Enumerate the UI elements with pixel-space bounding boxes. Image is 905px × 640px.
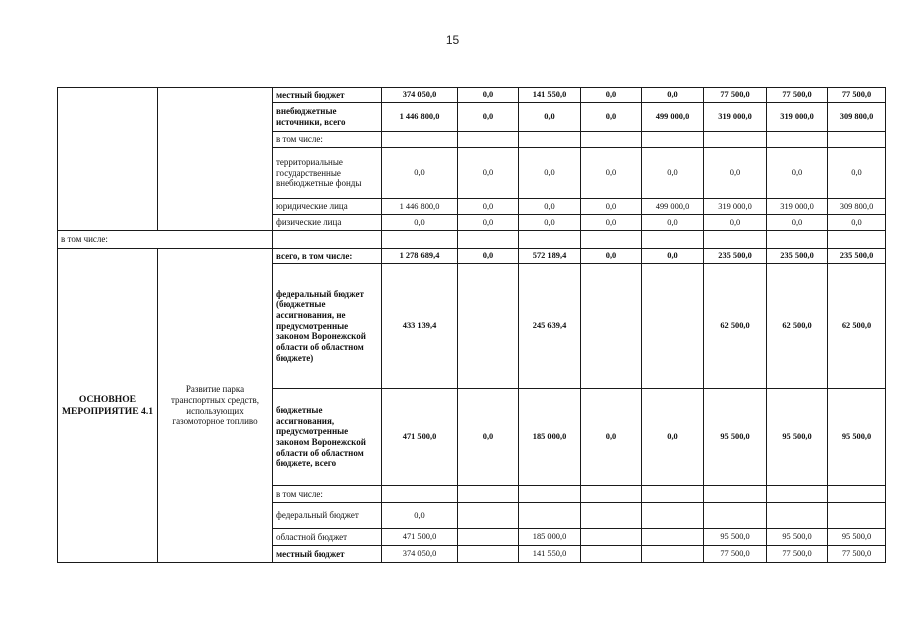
section-label: в том числе:	[58, 231, 273, 249]
value-cell	[704, 132, 767, 148]
value-cell: 0,0	[581, 389, 642, 486]
value-cell	[767, 486, 828, 503]
row-label: в том числе:	[273, 486, 382, 503]
value-cell: 374 050,0	[382, 546, 458, 563]
value-cell	[458, 503, 519, 529]
row-label: местный бюджет	[273, 88, 382, 103]
value-cell	[581, 529, 642, 546]
value-cell: 141 550,0	[519, 88, 581, 103]
value-cell: 185 000,0	[519, 529, 581, 546]
value-cell	[767, 132, 828, 148]
value-cell	[642, 264, 704, 389]
value-cell: 0,0	[642, 249, 704, 264]
value-cell: 235 500,0	[828, 249, 886, 264]
value-cell: 0,0	[581, 249, 642, 264]
value-cell	[519, 486, 581, 503]
value-cell: 0,0	[382, 148, 458, 199]
row-label: в том числе:	[273, 132, 382, 148]
value-cell: 245 639,4	[519, 264, 581, 389]
value-cell: 0,0	[458, 215, 519, 231]
value-cell: 0,0	[642, 148, 704, 199]
value-cell: 62 500,0	[767, 264, 828, 389]
value-cell: 0,0	[642, 88, 704, 103]
row-label: всего, в том числе:	[273, 249, 382, 264]
value-cell: 0,0	[458, 148, 519, 199]
value-cell	[581, 503, 642, 529]
value-cell: 235 500,0	[704, 249, 767, 264]
top-rows	[58, 88, 886, 231]
value-cell	[458, 132, 519, 148]
value-cell	[581, 264, 642, 389]
value-cell	[382, 486, 458, 503]
value-cell	[458, 529, 519, 546]
value-cell: 0,0	[458, 103, 519, 132]
value-cell: 77 500,0	[704, 88, 767, 103]
table-row	[58, 88, 886, 103]
table-row	[58, 249, 886, 264]
value-cell: 77 500,0	[767, 88, 828, 103]
value-cell: 141 550,0	[519, 546, 581, 563]
value-cell: 0,0	[458, 389, 519, 486]
value-cell: 0,0	[704, 215, 767, 231]
value-cell: 0,0	[382, 503, 458, 529]
value-cell: 0,0	[642, 215, 704, 231]
measure-title: ОСНОВНОЕ МЕРОПРИЯТИЕ 4.1	[58, 249, 158, 563]
row-label: физические лица	[273, 215, 382, 231]
row-label: юридические лица	[273, 199, 382, 215]
value-cell: 1 446 800,0	[382, 199, 458, 215]
value-cell	[767, 503, 828, 529]
value-cell: 77 500,0	[828, 546, 886, 563]
row-label: федеральный бюджет	[273, 503, 382, 529]
value-cell: 0,0	[382, 215, 458, 231]
row-label: бюджетные ассигнования, предусмотренные законом Воронежской области об областном бюджете, всего	[273, 389, 382, 486]
value-cell: 0,0	[519, 148, 581, 199]
value-cell	[581, 132, 642, 148]
value-cell: 0,0	[581, 103, 642, 132]
row-label: внебюджетные источники, всего	[273, 103, 382, 132]
measure-description: Развитие парка транспортных средств, использующих газомоторное топливо	[158, 249, 273, 563]
value-cell: 0,0	[767, 215, 828, 231]
value-cell: 77 500,0	[828, 88, 886, 103]
page-number: 15	[445, 33, 460, 47]
value-cell: 77 500,0	[704, 546, 767, 563]
value-cell: 0,0	[458, 249, 519, 264]
value-cell	[642, 546, 704, 563]
empty-description-cell	[158, 88, 273, 231]
value-cell: 95 500,0	[767, 389, 828, 486]
value-cell: 0,0	[458, 88, 519, 103]
value-cell: 0,0	[581, 199, 642, 215]
value-cell	[519, 132, 581, 148]
value-cell: 319 000,0	[767, 199, 828, 215]
value-cell: 0,0	[581, 88, 642, 103]
value-cell: 319 000,0	[704, 103, 767, 132]
value-cell: 374 050,0	[382, 88, 458, 103]
value-cell: 0,0	[519, 215, 581, 231]
value-cell	[581, 546, 642, 563]
value-cell: 0,0	[828, 215, 886, 231]
value-cell	[642, 503, 704, 529]
row-label: федеральный бюджет (бюджетные ассигнования, не предусмотренные законом Воронежской области об областном бюджете)	[273, 264, 382, 389]
value-cell: 0,0	[828, 148, 886, 199]
value-cell	[458, 546, 519, 563]
value-cell: 0,0	[642, 389, 704, 486]
value-cell: 471 500,0	[382, 529, 458, 546]
value-cell: 95 500,0	[704, 529, 767, 546]
value-cell: 499 000,0	[642, 103, 704, 132]
value-cell	[581, 486, 642, 503]
value-cell: 319 000,0	[767, 103, 828, 132]
value-cell: 95 500,0	[704, 389, 767, 486]
value-cell: 62 500,0	[828, 264, 886, 389]
value-cell	[382, 132, 458, 148]
section-row	[58, 231, 886, 249]
value-cell: 0,0	[458, 199, 519, 215]
row-label: областной бюджет	[273, 529, 382, 546]
empty-title-cell	[58, 88, 158, 231]
value-cell: 1 278 689,4	[382, 249, 458, 264]
value-cell: 1 446 800,0	[382, 103, 458, 132]
value-cell: 0,0	[581, 215, 642, 231]
value-cell: 0,0	[519, 103, 581, 132]
value-cell	[642, 132, 704, 148]
value-cell	[458, 486, 519, 503]
value-cell	[704, 503, 767, 529]
value-cell: 62 500,0	[704, 264, 767, 389]
row-label: территориальные государственные внебюджетные фонды	[273, 148, 382, 199]
value-cell: 0,0	[704, 148, 767, 199]
value-cell	[828, 503, 886, 529]
value-cell	[642, 486, 704, 503]
value-cell: 0,0	[767, 148, 828, 199]
value-cell	[642, 529, 704, 546]
value-cell: 309 800,0	[828, 103, 886, 132]
value-cell: 471 500,0	[382, 389, 458, 486]
value-cell: 319 000,0	[704, 199, 767, 215]
value-cell: 95 500,0	[828, 389, 886, 486]
value-cell: 185 000,0	[519, 389, 581, 486]
value-cell	[519, 503, 581, 529]
value-cell: 433 139,4	[382, 264, 458, 389]
value-cell: 0,0	[519, 199, 581, 215]
value-cell	[704, 486, 767, 503]
value-cell	[828, 486, 886, 503]
value-cell: 95 500,0	[828, 529, 886, 546]
value-cell: 499 000,0	[642, 199, 704, 215]
value-cell: 235 500,0	[767, 249, 828, 264]
row-label: местный бюджет	[273, 546, 382, 563]
value-cell: 572 189,4	[519, 249, 581, 264]
value-cell: 0,0	[581, 148, 642, 199]
measure-rows	[58, 249, 886, 563]
value-cell: 77 500,0	[767, 546, 828, 563]
budget-table	[57, 87, 886, 563]
value-cell: 95 500,0	[767, 529, 828, 546]
value-cell	[828, 132, 886, 148]
value-cell: 309 800,0	[828, 199, 886, 215]
value-cell	[458, 264, 519, 389]
